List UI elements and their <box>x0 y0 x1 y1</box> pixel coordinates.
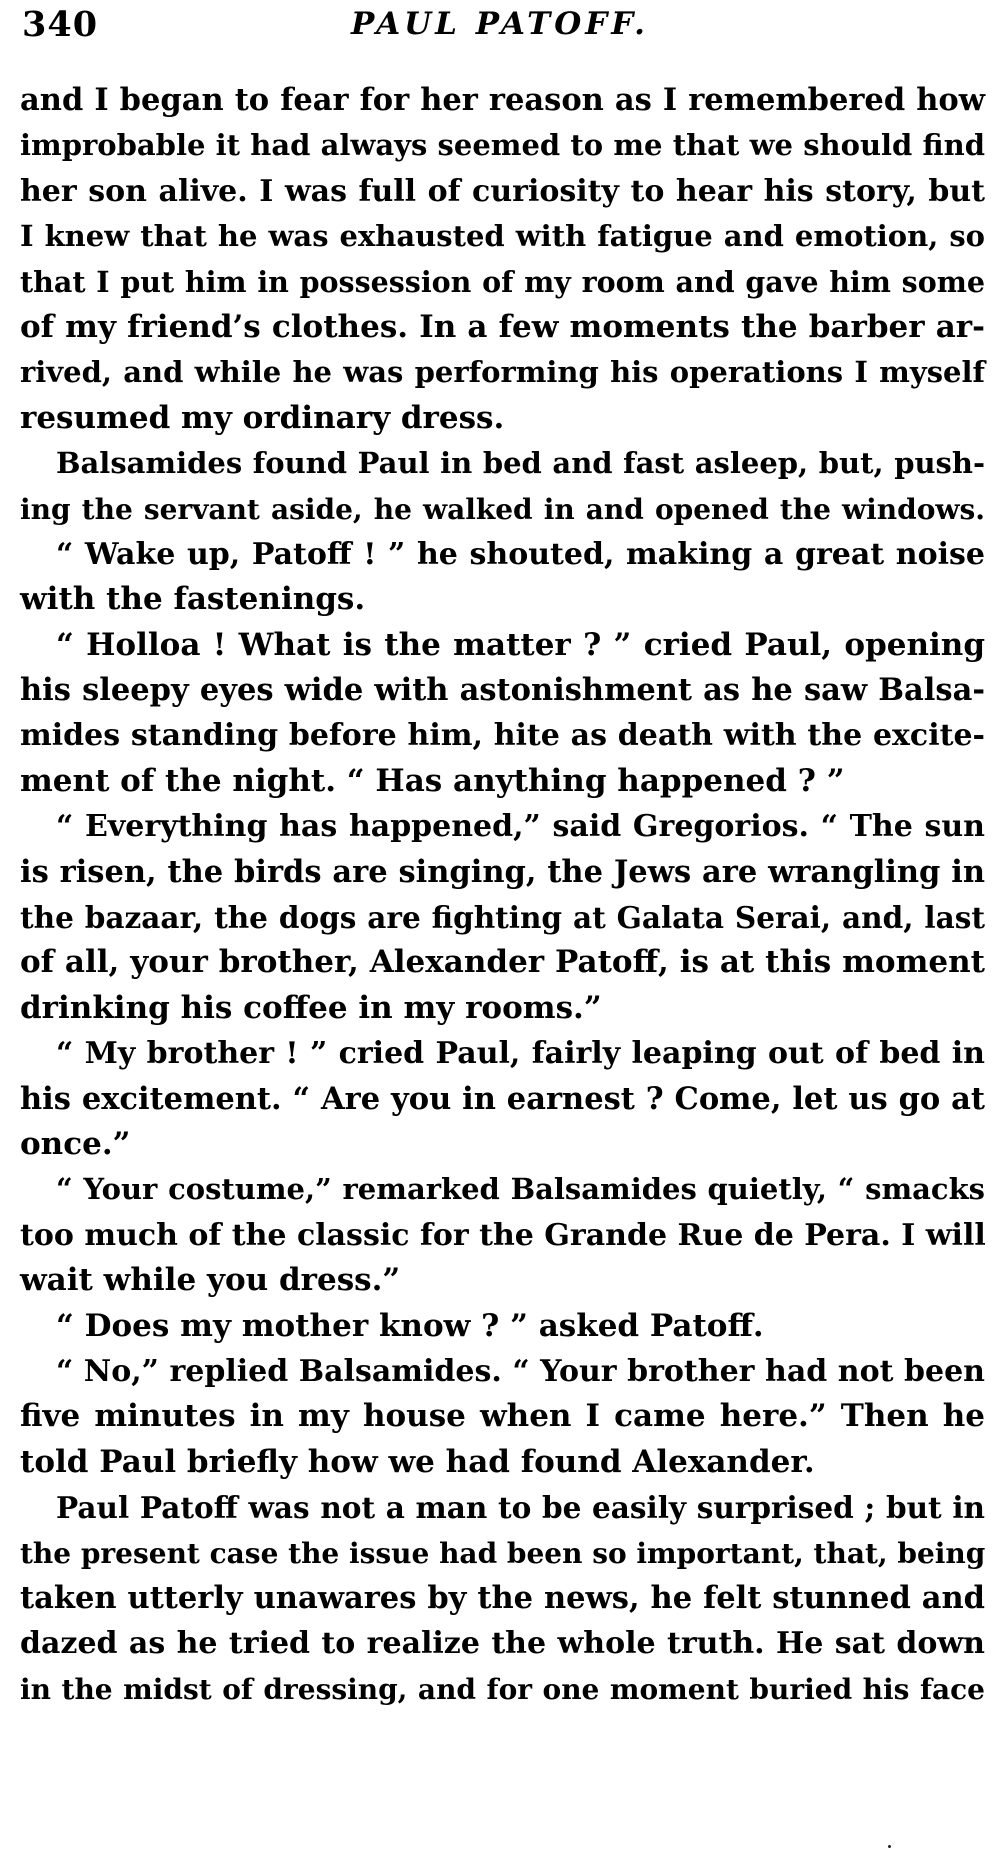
text-line: of all, your brother, Alexander Patoff, is at this moment <box>20 944 985 981</box>
text-line: mides standing before him, hite as death with the excite- <box>20 718 985 754</box>
text-line: Paul Patoff was not a man to be easily surprised ; but in <box>56 1490 985 1526</box>
text-line: “ No,” replied Balsamides. “ Your brother had not been <box>56 1353 985 1389</box>
text-line: rived, and while he was performing his operations I myself <box>20 355 985 390</box>
text-line: “ Does my mother know ? ” asked Patoff. <box>56 1307 764 1344</box>
text-line: told Paul briefly how we had found Alexander. <box>20 1443 815 1480</box>
text-line: “ Holloa ! What is the matter ? ” cried Paul, opening <box>56 626 985 663</box>
text-line: ment of the night. “ Has anything happened ? ” <box>20 762 845 799</box>
text-line: improbable it had always seemed to me that we should find <box>20 128 985 163</box>
text-line: the present case the issue had been so important, that, being <box>20 1536 986 1570</box>
text-line: Balsamides found Paul in bed and fast asleep, but, push- <box>56 446 985 481</box>
page-number: 340 <box>22 4 99 45</box>
text-line: five minutes in my house when I came here.” Then he <box>20 1398 985 1435</box>
book-page <box>10 0 990 1863</box>
text-line: her son alive. I was full of curiosity to hear his story, but <box>20 173 985 209</box>
text-line: taken utterly unawares by the news, he felt stunned and <box>20 1579 985 1616</box>
text-line: the bazaar, the dogs are fighting at Galata Serai, and, last <box>20 900 985 936</box>
text-line: wait while you dress.” <box>20 1262 401 1299</box>
text-line: too much of the classic for the Grande Rue de Pera. I will <box>20 1217 986 1253</box>
text-line: with the fastenings. <box>20 581 366 618</box>
text-line: of my friend’s clothes. In a few moments the barber ar- <box>20 308 985 345</box>
scan-speck <box>888 1845 891 1848</box>
running-head <box>10 0 990 60</box>
text-line: I knew that he was exhausted with fatigue and emotion, so <box>20 219 985 254</box>
text-line: his sleepy eyes wide with astonishment as he saw Balsa- <box>20 672 985 709</box>
running-title: PAUL PATOFF. <box>351 6 649 42</box>
text-line: “ Your costume,” remarked Balsamides quietly, “ smacks <box>56 1172 985 1207</box>
text-line: dazed as he tried to realize the whole truth. He sat down <box>20 1626 985 1662</box>
text-line: “ Everything has happened,” said Gregorios. “ The sun <box>56 809 985 845</box>
text-line: is risen, the birds are singing, the Jews are wrangling in <box>20 853 985 890</box>
text-line: in the midst of dressing, and for one moment buried his face <box>20 1672 985 1706</box>
text-line: “ Wake up, Patoff ! ” he shouted, making a great noise <box>56 536 985 572</box>
text-line: resumed my ordinary dress. <box>20 399 505 436</box>
text-line: once.” <box>20 1125 131 1162</box>
text-line: ing the servant aside, he walked in and opened the windows. <box>20 492 985 526</box>
text-line: drinking his coffee in my rooms.” <box>20 989 602 1026</box>
text-line: and I began to fear for her reason as I remembered how <box>20 82 985 118</box>
text-line: “ My brother ! ” cried Paul, fairly leaping out of bed in <box>56 1036 985 1072</box>
text-line: his excitement. “ Are you in earnest ? Come, let us go at <box>20 1080 985 1117</box>
body-text <box>20 78 985 1712</box>
text-line: that I put him in possession of my room and gave him some <box>20 264 985 299</box>
